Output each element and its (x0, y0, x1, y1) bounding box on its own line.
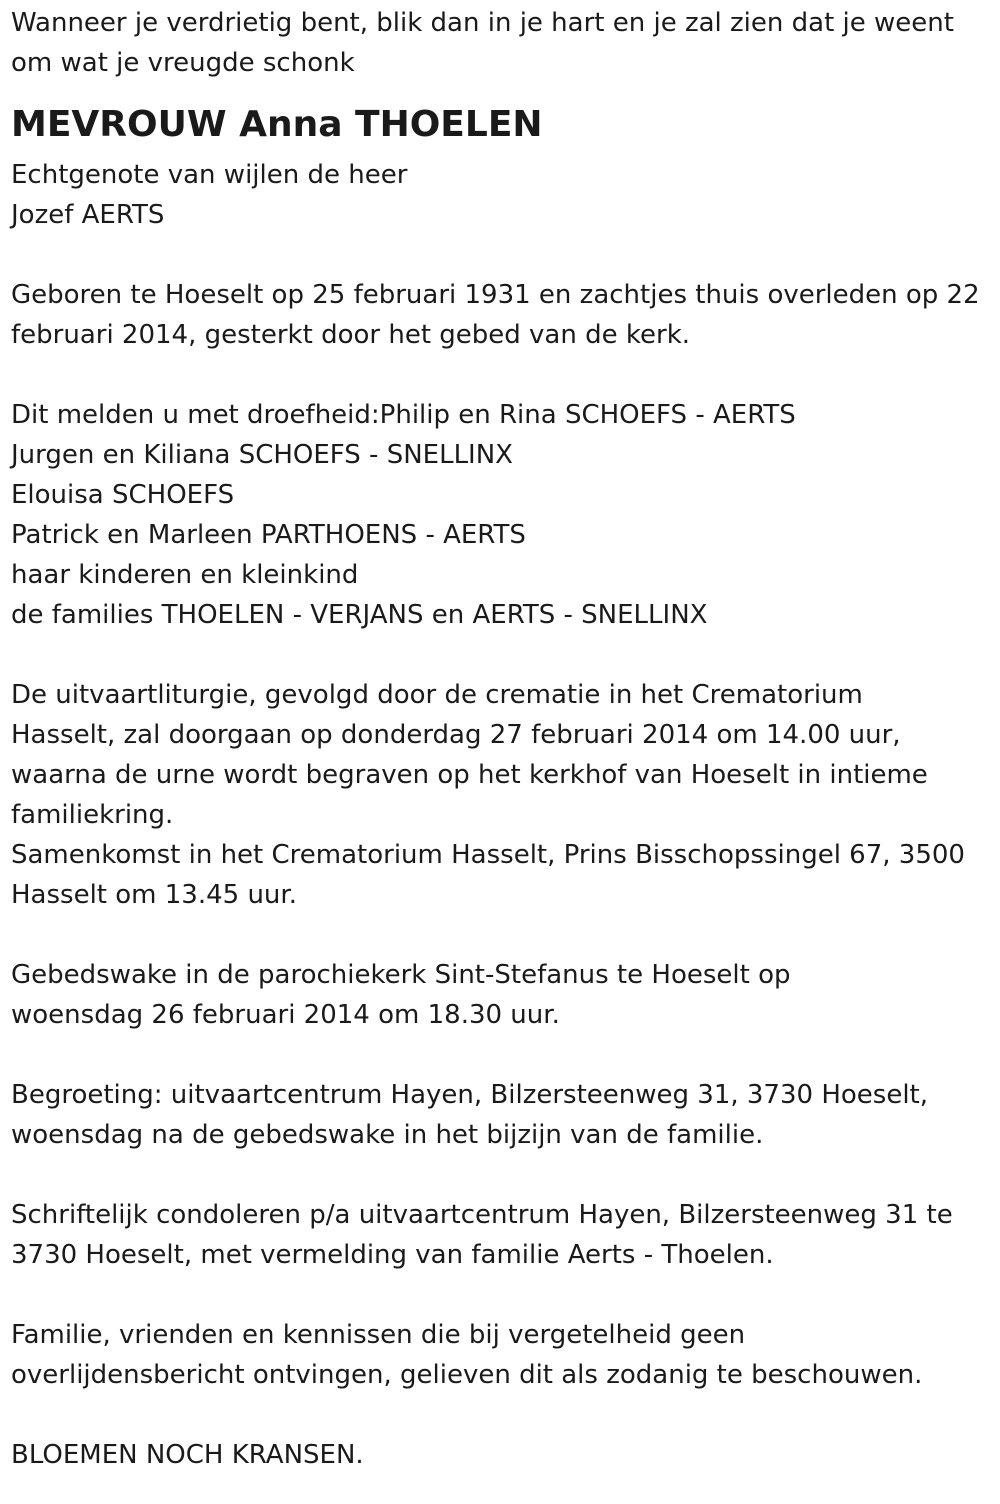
condolences-line: 3730 Hoeselt, met vermelding van familie Aerts - Thoelen. (11, 1240, 774, 1270)
funeral-line: waarna de urne wordt begraven op het kerkhof van Hoeselt in intieme (11, 760, 928, 790)
announcer-line: de families THOELEN - VERJANS en AERTS - SNELLINX (11, 600, 708, 630)
obituary-document (11, 3, 996, 1475)
notice-line: overlijdensbericht ontvingen, gelieven dit als zodanig te beschouwen. (11, 1360, 923, 1390)
motto-line: Wanneer je verdrietig bent, blik dan in je hart en je zal zien dat je weent (11, 8, 954, 38)
birth-death-section (11, 275, 996, 355)
announcer-line: haar kinderen en kleinkind (11, 560, 359, 590)
vigil-section (11, 955, 996, 1035)
funeral-line: De uitvaartliturgie, gevolgd door de crematie in het Crematorium (11, 680, 863, 710)
notice-line: Familie, vrienden en kennissen die bij vergetelheid geen (11, 1320, 746, 1350)
birth-death-line: februari 2014, gesterkt door het gebed van de kerk. (11, 320, 691, 350)
motto-line: om wat je vreugde schonk (11, 48, 355, 78)
motto-section (11, 3, 996, 83)
spouse-line: Jozef AERTS (11, 200, 165, 230)
funeral-line: Hasselt, zal doorgaan op donderdag 27 februari 2014 om 14.00 uur, (11, 720, 901, 750)
greeting-line: Begroeting: uitvaartcentrum Hayen, Bilzersteenweg 31, 3730 Hoeselt, (11, 1080, 928, 1110)
condolences-line: Schriftelijk condoleren p/a uitvaartcentrum Hayen, Bilzersteenweg 31 te (11, 1200, 953, 1230)
deceased-name: MEVROUW Anna THOELEN (11, 104, 543, 145)
spouse-section (11, 155, 996, 235)
paragraph-gap (11, 915, 996, 955)
paragraph-gap (11, 1155, 996, 1195)
spouse-line: Echtgenote van wijlen de heer (11, 160, 408, 190)
vigil-line: woensdag 26 februari 2014 om 18.30 uur. (11, 1000, 560, 1030)
funeral-line: Samenkomst in het Crematorium Hasselt, Prins Bisschopssingel 67, 3500 (11, 840, 965, 870)
notice-section (11, 1315, 996, 1395)
birth-death-line: Geboren te Hoeselt op 25 februari 1931 en zachtjes thuis overleden op 22 (11, 280, 980, 310)
paragraph-gap (11, 355, 996, 395)
condolences-section (11, 1195, 996, 1275)
paragraph-gap (11, 1275, 996, 1315)
funeral-section (11, 675, 996, 915)
vigil-line: Gebedswake in de parochiekerk Sint-Stefanus te Hoeselt op (11, 960, 791, 990)
paragraph-gap (11, 1035, 996, 1075)
paragraph-gap (11, 635, 996, 675)
greeting-line: woensdag na de gebedswake in het bijzijn van de familie. (11, 1120, 764, 1150)
announcer-line: Jurgen en Kiliana SCHOEFS - SNELLINX (11, 440, 513, 470)
announcer-line: Dit melden u met droefheid:Philip en Rina SCHOEFS - AERTS (11, 400, 796, 430)
closing-line: BLOEMEN NOCH KRANSEN. (11, 1440, 364, 1470)
announcer-line: Elouisa SCHOEFS (11, 480, 235, 510)
announcers-section (11, 395, 996, 635)
funeral-line: familiekring. (11, 800, 174, 830)
announcer-line: Patrick en Marleen PARTHOENS - AERTS (11, 520, 526, 550)
greeting-section (11, 1075, 996, 1155)
paragraph-gap (11, 235, 996, 275)
funeral-line: Hasselt om 13.45 uur. (11, 880, 297, 910)
paragraph-gap (11, 1395, 996, 1435)
